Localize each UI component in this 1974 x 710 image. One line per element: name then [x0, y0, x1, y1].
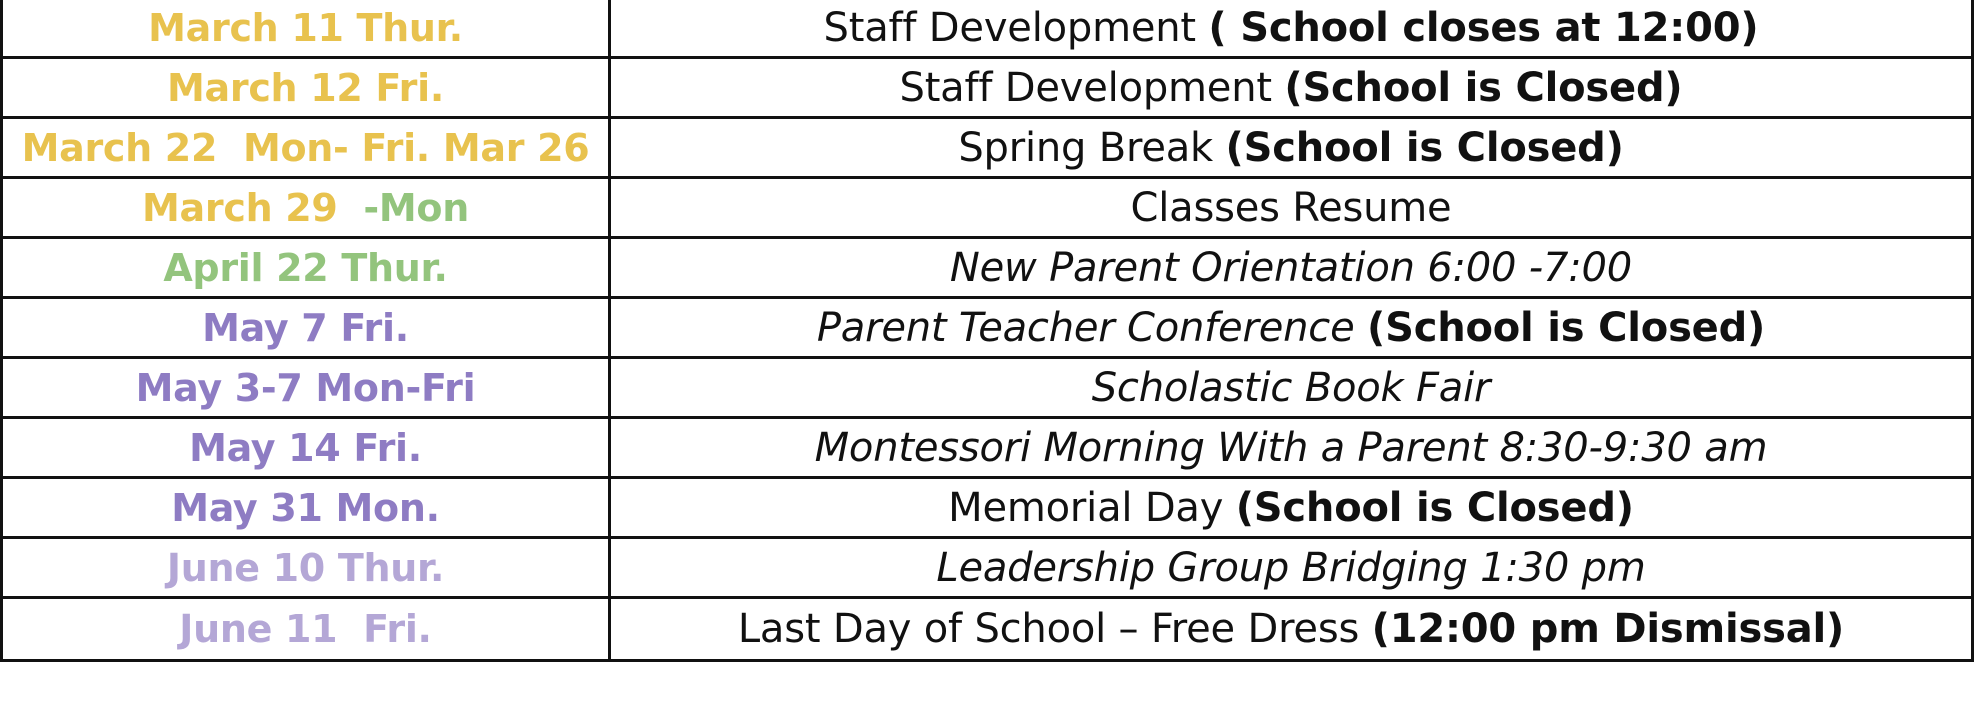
calendar-row [2, 418, 1973, 478]
event-date-text: April 22 Thur. [163, 245, 448, 290]
event-date-text: June 10 Thur. [166, 545, 445, 590]
calendar-row [2, 358, 1973, 418]
calendar-row [2, 538, 1973, 598]
calendar-row [2, 0, 1973, 58]
event-date-text: March 22 Mon- Fri. Mar 26 [21, 125, 590, 170]
event-date [2, 118, 610, 178]
event-title: Leadership Group Bridging 1:30 pm [936, 544, 1646, 591]
event-date-text: March 29 [142, 185, 364, 230]
event-note: ( School closes at 12:00) [1208, 4, 1759, 51]
event-title: Spring Break [958, 124, 1214, 171]
event-date [2, 0, 610, 58]
event-date [2, 238, 610, 298]
event-note: (School is Closed) [1367, 304, 1766, 351]
event-date [2, 478, 610, 538]
calendar-row [2, 178, 1973, 238]
calendar-row [2, 478, 1973, 538]
event-description [610, 418, 1973, 478]
event-note: (School is Closed) [1235, 484, 1634, 531]
event-title: Montessori Morning With a Parent 8:30-9:30 am [814, 424, 1768, 471]
event-note: (School is Closed) [1284, 64, 1683, 111]
event-description [610, 0, 1973, 58]
event-description [610, 118, 1973, 178]
event-date-text: June 11 Fri. [179, 607, 432, 651]
event-date-text: May 3-7 Mon-Fri [135, 365, 476, 410]
event-date-text: -Mon [363, 185, 469, 230]
event-description [610, 298, 1973, 358]
event-date-text: May 14 Fri. [189, 425, 422, 470]
event-date-text: March 12 Fri. [167, 65, 444, 110]
event-title: Staff Development [899, 64, 1272, 111]
event-date-text: March 11 Thur. [148, 5, 463, 50]
calendar-row [2, 118, 1973, 178]
event-title: New Parent Orientation 6:00 -7:00 [949, 244, 1633, 291]
calendar-body [2, 0, 1973, 661]
event-note: (School is Closed) [1225, 124, 1624, 171]
event-description [610, 178, 1973, 238]
event-title: Parent Teacher Conference [816, 304, 1355, 351]
event-title: Scholastic Book Fair [1091, 364, 1491, 411]
event-date-text: May 7 Fri. [202, 305, 409, 350]
event-description [610, 538, 1973, 598]
event-title: Memorial Day [948, 484, 1224, 531]
event-description [610, 238, 1973, 298]
event-date-text: May 31 Mon. [171, 485, 440, 530]
event-description [610, 478, 1973, 538]
event-date [2, 538, 610, 598]
event-title: Staff Development [823, 4, 1196, 51]
event-note: (12:00 pm Dismissal) [1371, 606, 1845, 652]
event-date [2, 58, 610, 118]
event-description [610, 358, 1973, 418]
event-title: Classes Resume [1130, 184, 1452, 231]
calendar-row [2, 598, 1973, 661]
event-date [2, 298, 610, 358]
event-title: Last Day of School – Free Dress [737, 606, 1360, 652]
event-date [2, 178, 610, 238]
event-date [2, 358, 610, 418]
event-date [2, 418, 610, 478]
event-description [610, 598, 1973, 661]
event-date [2, 598, 610, 661]
calendar-row [2, 58, 1973, 118]
event-description [610, 58, 1973, 118]
calendar-row [2, 298, 1973, 358]
calendar-row [2, 238, 1973, 298]
